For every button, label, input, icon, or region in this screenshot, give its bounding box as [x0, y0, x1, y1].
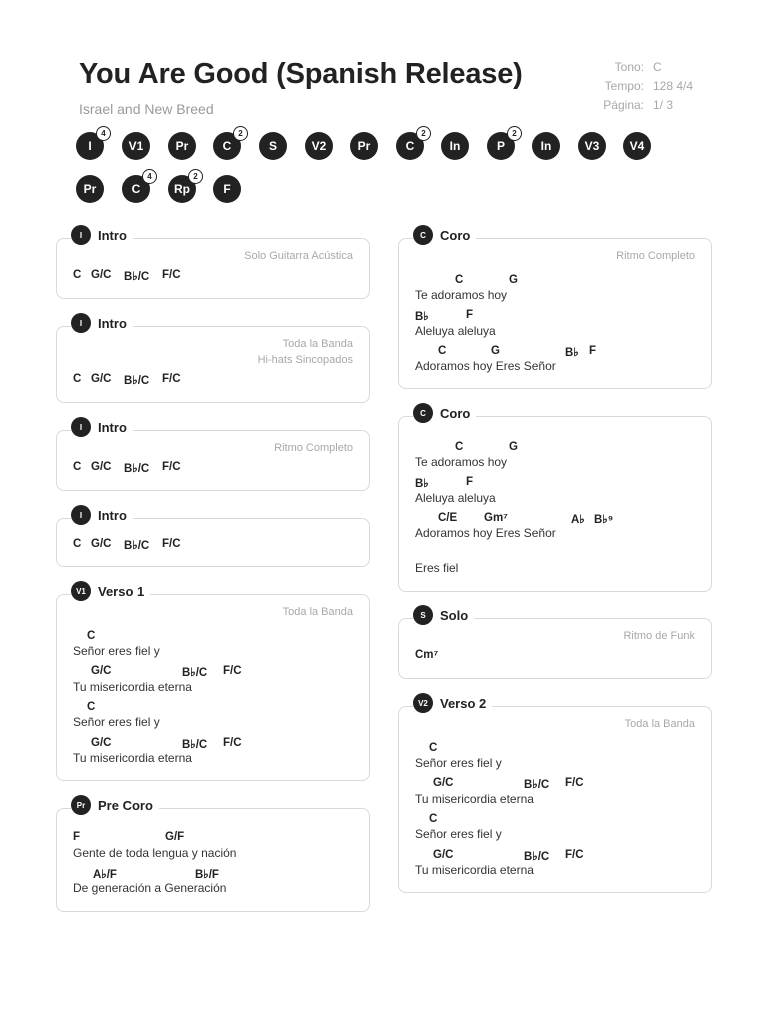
chord: B♭⁹ [594, 514, 614, 526]
song-meta-labels [596, 58, 644, 115]
section-header [71, 795, 159, 815]
chord: C [455, 274, 464, 286]
roadmap-pill[interactable]: V3 [578, 132, 606, 160]
repeat-badge: 2 [507, 126, 522, 141]
section-intro-2 [56, 315, 370, 403]
chord: F/C [565, 777, 584, 789]
section-icon: I [71, 505, 91, 525]
section-header [71, 505, 133, 525]
tempo-label: Tempo: [604, 79, 644, 93]
section-intro-4 [56, 507, 370, 567]
song-meta-values [653, 58, 693, 115]
section-name: Pre Coro [98, 797, 153, 813]
chord: C [73, 461, 82, 473]
section-verso-2: V2 Verso 2 Toda la Banda C Señor eres fiel y G/C B♭/C F/C Tu misericordia eterna C Señor eres fiel y G/C B♭/C F/C Tu misericordia eterna [398, 706, 712, 893]
section-icon: I [71, 313, 91, 333]
section-intro-3 [56, 419, 370, 491]
roadmap-pill[interactable]: F [213, 175, 241, 203]
chord: B♭/C [124, 463, 150, 475]
section-coro-1: C Coro Ritmo Completo C G Te adoramos hoy B♭ F Aleluya aleluya C G B♭ F Adoramos hoy Eres Señor [398, 238, 712, 389]
section-note: Ritmo de Funk [623, 630, 695, 642]
roadmap-pill[interactable]: Pr [76, 175, 104, 203]
chord: F [466, 309, 474, 321]
section-name: Intro [98, 315, 127, 331]
section-header [413, 403, 476, 423]
chord: A♭ [571, 514, 585, 526]
section-note: Toda la Banda [624, 718, 695, 730]
chord: G/C [91, 461, 112, 473]
chord: G [491, 345, 500, 357]
section-name: Intro [98, 419, 127, 435]
roadmap-pill[interactable]: Pr [168, 132, 196, 160]
roadmap-pill[interactable]: Rp 2 [168, 175, 196, 203]
section-intro-1 [56, 227, 370, 299]
chord: F [589, 345, 597, 357]
section-name: Solo [440, 607, 469, 623]
chord: F [466, 476, 474, 488]
roadmap-pill[interactable]: I 4 [76, 132, 104, 160]
section-icon: V1 [71, 581, 91, 601]
artist-name: Israel and New Breed [79, 101, 214, 117]
section-icon: S [413, 605, 433, 625]
section-header [71, 581, 150, 601]
section-name: Coro [440, 405, 471, 421]
repeat-badge: 2 [233, 126, 248, 141]
chord: G/C [433, 777, 454, 789]
section-note: Ritmo Completo [274, 442, 353, 454]
section-name: Verso 1 [98, 583, 145, 599]
roadmap-pill[interactable]: Pr [350, 132, 378, 160]
section-icon: I [71, 417, 91, 437]
chord: B♭/C [524, 779, 550, 791]
roadmap-pill[interactable]: C 2 [396, 132, 424, 160]
roadmap-pill[interactable]: In [441, 132, 469, 160]
roadmap-pill[interactable]: V1 [122, 132, 150, 160]
section-name: Coro [440, 227, 471, 243]
section-header [71, 417, 133, 437]
chord: F [73, 831, 81, 843]
chord: C [438, 345, 447, 357]
tempo-value: 128 4/4 [653, 79, 694, 93]
song-title: You Are Good (Spanish Release) [79, 58, 523, 90]
section-icon: V2 [413, 693, 433, 713]
chord: Gm⁷ [484, 512, 508, 524]
page-label: Página: [603, 98, 644, 112]
section-name: Intro [98, 507, 127, 523]
chord: B♭/C [124, 271, 150, 283]
section-icon: C [413, 403, 433, 423]
chord: F/C [223, 737, 242, 749]
chord: G/F [165, 831, 185, 843]
chord: C [73, 538, 82, 550]
roadmap-pill[interactable]: S [259, 132, 287, 160]
chord: B♭ [565, 347, 579, 359]
chord: F/C [565, 849, 584, 861]
chord: G/C [91, 665, 112, 677]
chord: F/C [162, 373, 181, 385]
chord: C [87, 701, 96, 713]
chord: C [87, 630, 96, 642]
roadmap-pill[interactable]: P 2 [487, 132, 515, 160]
section-header [413, 605, 474, 625]
roadmap-row-2 [76, 172, 676, 205]
chord: C [429, 813, 438, 825]
roadmap-pill[interactable]: V4 [623, 132, 651, 160]
section-name: Intro [98, 227, 127, 243]
page-value: 1/ 3 [653, 98, 674, 112]
roadmap-row-1 [76, 129, 676, 162]
roadmap-pill[interactable]: C 2 [213, 132, 241, 160]
section-header [413, 225, 476, 245]
chord: G/C [91, 737, 112, 749]
chord: C/E [438, 512, 458, 524]
chord: G [509, 274, 518, 286]
chord: B♭ [415, 311, 429, 323]
section-note: Toda la Banda [282, 606, 353, 618]
section-note: Toda la Banda [282, 338, 353, 350]
section-header [71, 313, 133, 333]
chord: B♭/C [124, 540, 150, 552]
chord: B♭/C [182, 667, 208, 679]
section-name: Verso 2 [440, 695, 487, 711]
chord: B♭/C [524, 851, 550, 863]
chord: G/C [91, 538, 112, 550]
chord: B♭/C [124, 375, 150, 387]
section-header [71, 225, 133, 245]
chord: B♭/C [182, 739, 208, 751]
roadmap-pill[interactable]: In [532, 132, 560, 160]
chord: C [429, 742, 438, 754]
section-verso-1: V1 Verso 1 Toda la Banda C Señor eres fiel y G/C B♭/C F/C Tu misericordia eterna C Señor eres fiel y G/C B♭/C F/C Tu misericordia eterna [56, 594, 370, 781]
chord: F/C [162, 538, 181, 550]
repeat-badge: 2 [188, 169, 203, 184]
key-value: C [653, 60, 662, 74]
section-coro-2: C Coro C G Te adoramos hoy B♭ F Aleluya aleluya C/E Gm⁷ A♭ B♭⁹ Adoramos hoy Eres Señor Eres fiel [398, 416, 712, 592]
chord: F/C [162, 269, 181, 281]
section-icon: Pr [71, 795, 91, 815]
chord: F/C [223, 665, 242, 677]
chord: C [73, 373, 82, 385]
key-label: Tono: [614, 60, 644, 74]
chord: B♭ [415, 478, 429, 490]
section-note: Ritmo Completo [616, 250, 695, 262]
chord: A♭/F [93, 869, 117, 881]
chord: B♭/F [195, 869, 219, 881]
chord: C [73, 269, 82, 281]
chord: G [509, 441, 518, 453]
chord: G/C [91, 373, 112, 385]
repeat-badge: 4 [96, 126, 111, 141]
section-icon: C [413, 225, 433, 245]
chord: Cm⁷ [415, 649, 439, 661]
repeat-badge: 2 [416, 126, 431, 141]
chord: C [455, 441, 464, 453]
section-header [413, 693, 492, 713]
section-icon: I [71, 225, 91, 245]
section-pre-coro: Pr Pre Coro F G/F Gente de toda lengua y nación A♭/F B♭/F De generación a Generación [56, 808, 370, 912]
roadmap-pill[interactable]: C 4 [122, 175, 150, 203]
chord: F/C [162, 461, 181, 473]
section-note: Hi-hats Sincopados [257, 354, 353, 366]
roadmap-pill[interactable]: V2 [305, 132, 333, 160]
section-solo [398, 607, 712, 679]
section-note: Solo Guitarra Acústica [244, 250, 353, 262]
chord: G/C [433, 849, 454, 861]
repeat-badge: 4 [142, 169, 157, 184]
chord: G/C [91, 269, 112, 281]
